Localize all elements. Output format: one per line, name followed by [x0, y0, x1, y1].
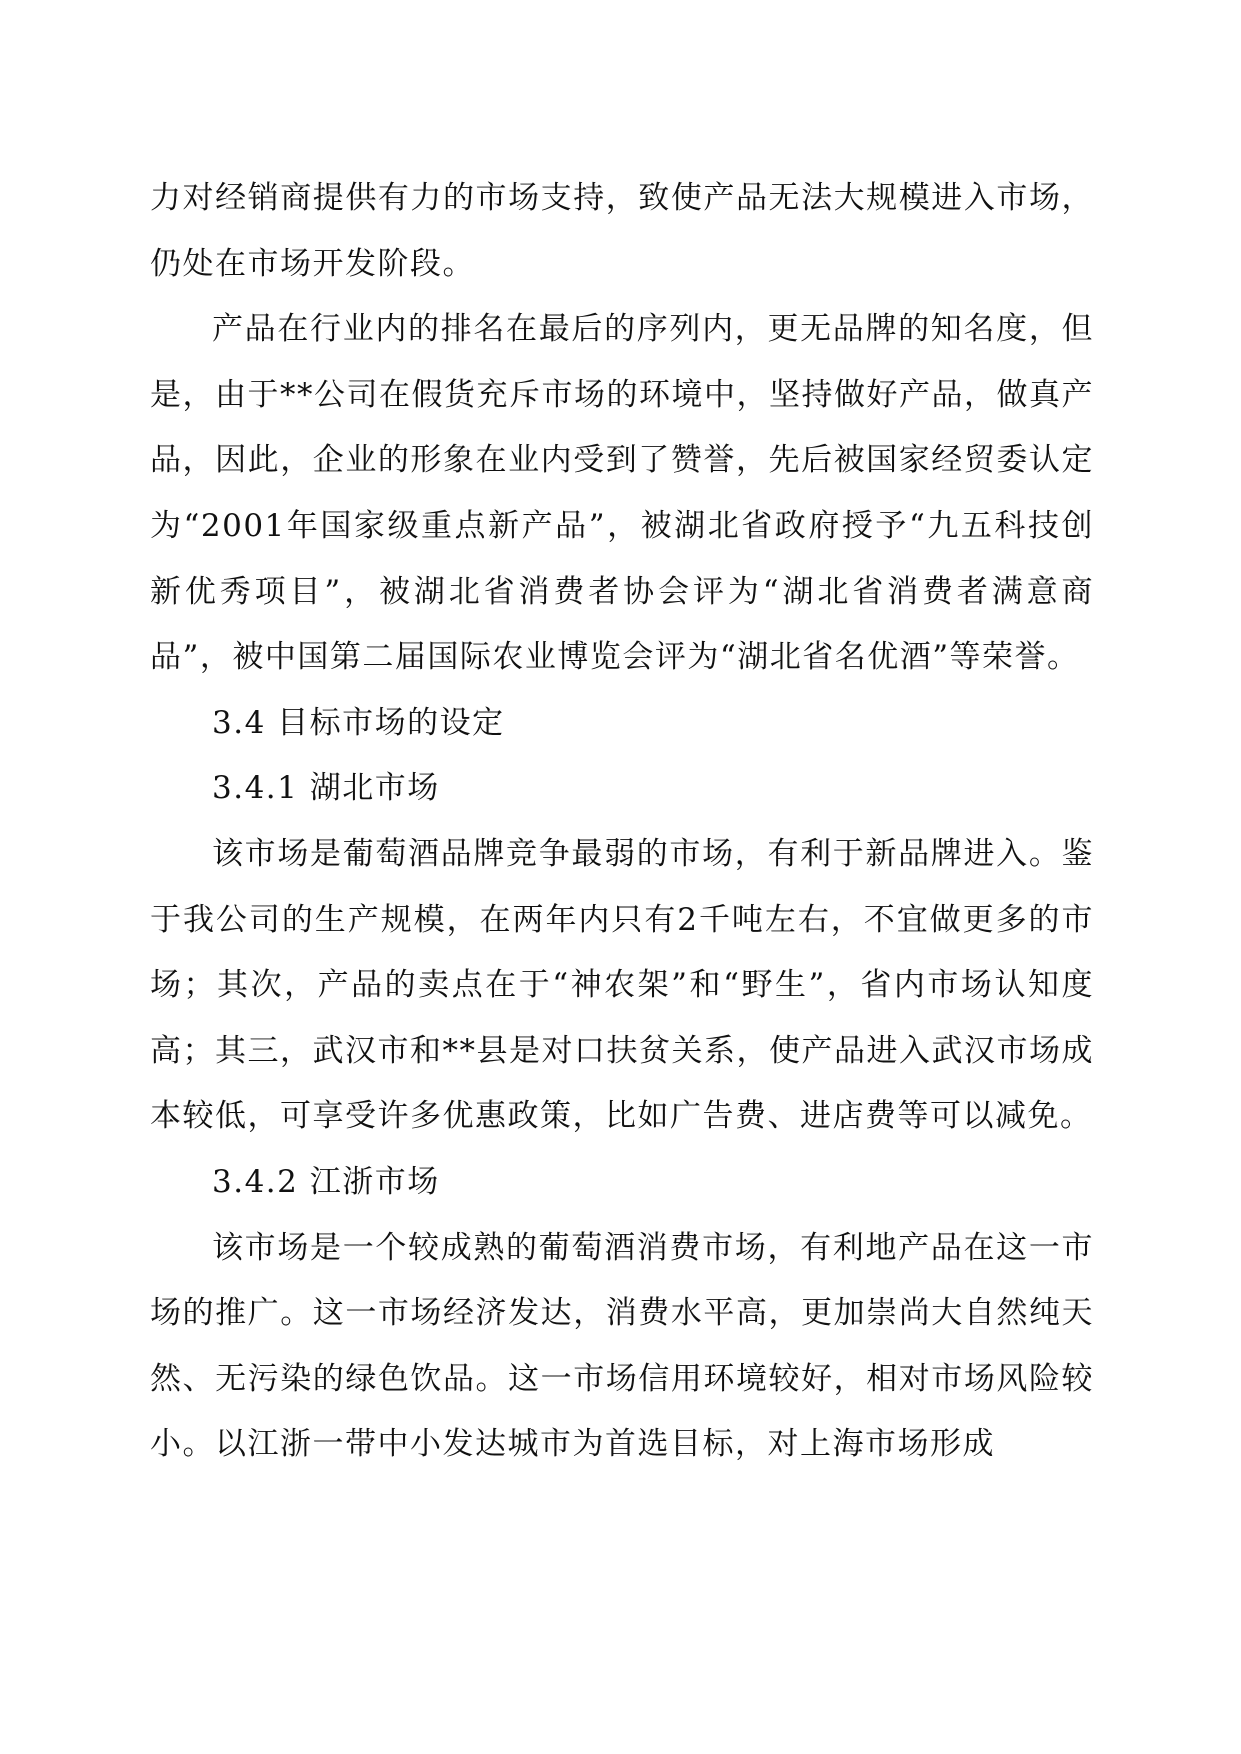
subsection-heading-hubei-market: 3.4.1 湖北市场 — [212, 770, 440, 807]
subsection-heading-jiangzhe-market: 3.4.2 江浙市场 — [212, 1163, 440, 1200]
paragraph-hubei-market: 该市场是葡萄酒品牌竞争最弱的市场，有利于新品牌进入。鉴于我公司的生产规模，在两年内只有2千吨左右，不宜做更多的市场；其次，产品的卖点在于“神农架”和“野生”，省内市场认知度高；其三，武汉市和**县是对口扶贫关系，使产品进入武汉市场成本较低，可享受许多优惠政策，比如广告费、进店费等可以减免。 — [150, 835, 1094, 1135]
paragraph-market-support: 力对经销商提供有力的市场支持，致使产品无法大规模进入市场，仍处在市场开发阶段。 — [150, 180, 1094, 282]
paragraph-product-ranking: 产品在行业内的排名在最后的序列内，更无品牌的知名度，但是，由于**公司在假货充斥市场的环境中，坚持做好产品，做真产品，因此，企业的形象在业内受到了赞誉，先后被国家经贸委认定为“2001年国家级重点新产品”，被湖北省政府授予“九五科技创新优秀项目”，被湖北省消费者协会评为“湖北省消费者满意商品”，被中国第二届国际农业博览会评为“湖北省名优酒”等荣誉。 — [150, 311, 1094, 676]
document-body — [150, 166, 1094, 1478]
section-heading-target-market: 3.4 目标市场的设定 — [212, 704, 505, 741]
paragraph-jiangzhe-market: 该市场是一个较成熟的葡萄酒消费市场，有利地产品在这一市场的推广。这一市场经济发达，消费水平高，更加崇尚大自然纯天然、无污染的绿色饮品。这一市场信用环境较好，相对市场风险较小。以江浙一带中小发达城市为首选目标，对上海市场形成 — [150, 1229, 1094, 1463]
